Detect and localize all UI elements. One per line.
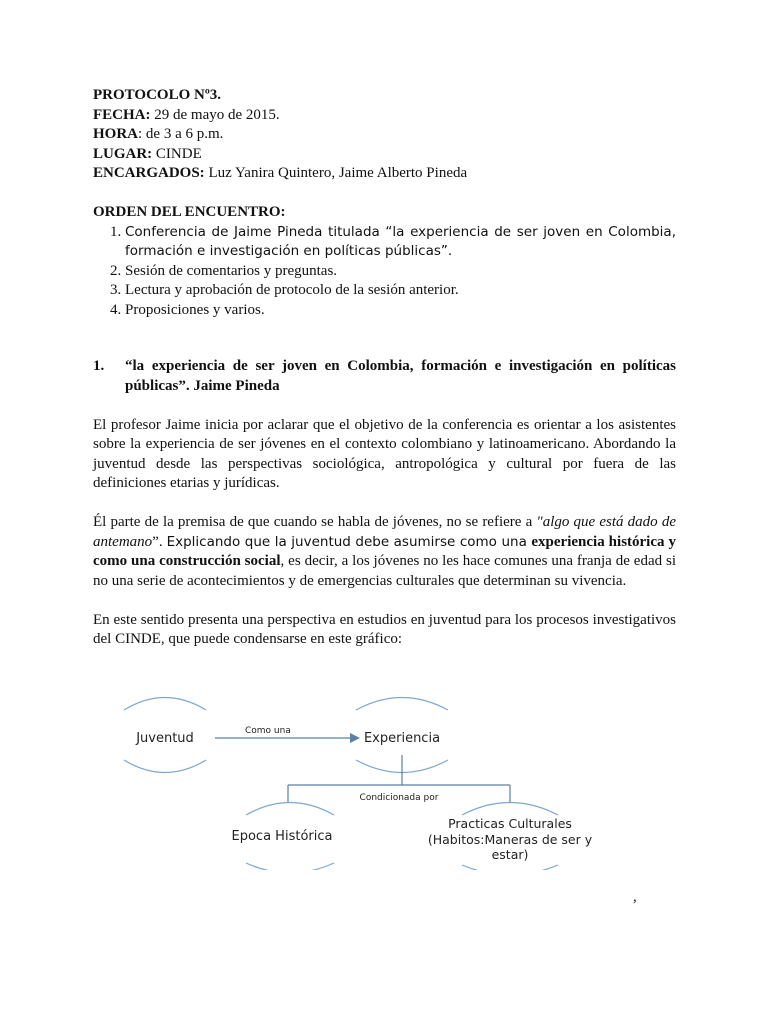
agenda-item: 3. Lectura y aprobación de protocolo de la sesión anterior.: [125, 281, 676, 301]
epoca-arc-bottom: [246, 863, 334, 870]
agenda-item: 4. Proposiciones y varios.: [125, 301, 676, 321]
node-juventud: Juventud: [136, 731, 194, 746]
paragraph-1: El profesor Jaime inicia por aclarar que el objetivo de la conferencia es orientar a los asistentes sobre la experiencia de ser jóvenes en el contexto colombiano y latinoamericano. Abordando la juventud desde las perspectivas sociológica, antropológica y cultural por fuera de las definiciones etarias y jurídicas.: [93, 416, 676, 491]
node-experiencia: Experiencia: [363, 731, 441, 746]
agenda-item: 2. Sesión de comentarios y preguntas.: [125, 262, 676, 282]
section-number: 1.: [93, 358, 105, 374]
section-title: “la experiencia de ser joven en Colombia, formación e investigación en políticas públicas”. Jaime Pineda: [125, 358, 676, 394]
node-practicas-line3: estar): [491, 847, 529, 862]
label-condicionada: Condicionada por: [359, 793, 439, 803]
practicas-arc-top: [462, 803, 558, 816]
arrow-head: [350, 733, 360, 743]
paragraph-3: En este sentido presenta una perspectiva en estudios en juventud para los procesos investigativos del CINDE, que puede condensarse en este gráfico:: [93, 611, 676, 647]
concept-diagram: [110, 680, 650, 870]
experiencia-arc-top: [356, 698, 448, 711]
paragraph-2: Él parte de la premisa de que cuando se habla de jóvenes, no se refiere a "algo que está dado de antemano”. Explicando que la juventud debe asumirse como una experiencia histórica y como una construcción social, es decir, a los jóvenes no les hace comunes una franja de edad si no una serie de acontecimientos y de emergencias culturales que determinan su vivencia.: [93, 514, 677, 589]
label-como-una: Como una: [245, 726, 291, 736]
epoca-arc-top: [246, 803, 334, 816]
fecha-line: FECHA: 29 de mayo de 2015.: [93, 106, 280, 123]
hora-line: HORA: de 3 a 6 p.m.: [93, 126, 224, 142]
juventud-arc-bottom: [124, 760, 206, 773]
agenda-item: 1. Conferencia de Jaime Pineda titulada “la experiencia de ser joven en Colombia, formación e investigación en políticas públicas”.: [125, 223, 676, 262]
node-practicas-line1: Practicas Culturales: [448, 816, 572, 831]
practicas-arc-bottom: [462, 865, 558, 870]
protocolo-title: PROTOCOLO Nº3.: [93, 87, 222, 103]
trailing-comma: ,: [633, 889, 637, 905]
document-page: [93, 86, 676, 650]
node-epoca: Epoca Histórica: [231, 829, 333, 844]
section-heading: [93, 357, 676, 396]
encargados-line: ENCARGADOS: Luz Yanira Quintero, Jaime Alberto Pineda: [93, 165, 468, 181]
lugar-line: LUGAR: CINDE: [93, 145, 202, 162]
node-practicas-line2: (Habitos:Maneras de ser y: [427, 832, 593, 847]
agenda-list: [93, 223, 676, 321]
orden-title: ORDEN DEL ENCUENTRO:: [93, 204, 286, 220]
juventud-arc-top: [124, 698, 206, 711]
